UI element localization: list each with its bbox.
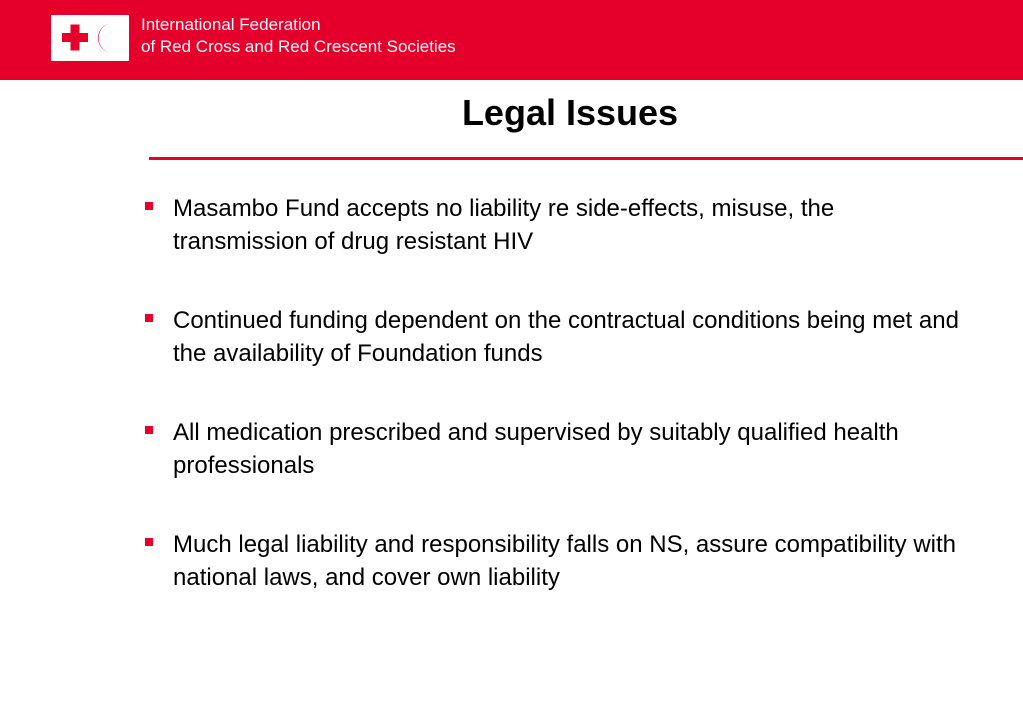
slide-title: Legal Issues (461, 92, 679, 133)
org-name-line-1: International Federation (141, 15, 321, 34)
bullet-text: All medication prescribed and supervised by suitably qualified health professionals (173, 419, 899, 479)
bullet-text: Much legal liability and responsibility falls on NS, assure compatibility with national laws, and cover own liability (173, 531, 957, 591)
bullet-item (143, 304, 963, 370)
bullet-item (143, 192, 963, 258)
organization-name (141, 14, 456, 58)
bullet-text: Masambo Fund accepts no liability re side-effects, misuse, the transmission of drug resistant HIV (173, 195, 835, 255)
red-cross-red-crescent-logo-icon (51, 15, 129, 61)
square-bullet-icon (145, 426, 153, 434)
org-name-line-2: of Red Cross and Red Crescent Societies (141, 37, 456, 56)
bullet-item (143, 416, 963, 482)
bullet-text: Continued funding dependent on the contractual conditions being met and the availability of Foundation funds (173, 307, 959, 367)
square-bullet-icon (145, 538, 153, 546)
square-bullet-icon (145, 202, 153, 210)
header-band (0, 0, 1023, 80)
bullet-item (143, 528, 963, 594)
title-divider (149, 157, 1023, 160)
bullet-list (143, 192, 963, 640)
square-bullet-icon (145, 314, 153, 322)
